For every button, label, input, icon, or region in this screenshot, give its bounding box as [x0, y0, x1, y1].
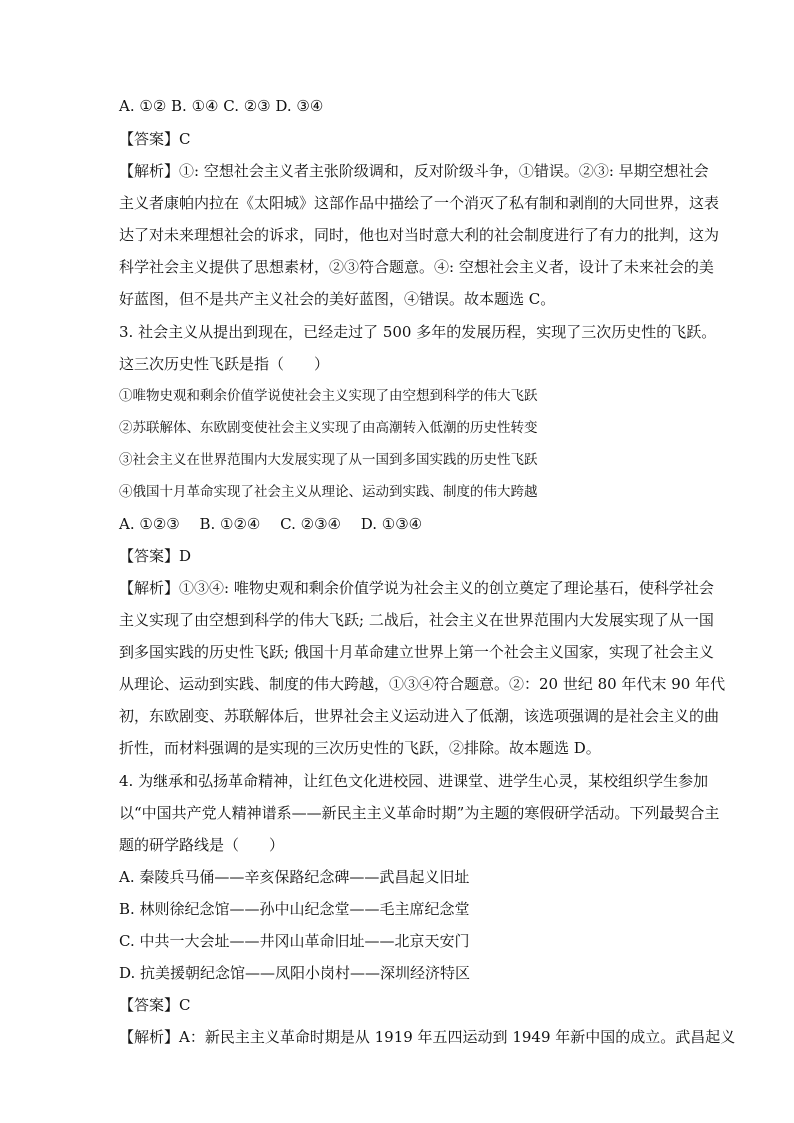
q3-answer: [119, 548, 191, 564]
text-line: 【解析】①: 空想社会主义者主张阶级调和，反对阶级斗争，①错误。②③: 早期空想社会: [119, 162, 709, 180]
text-line: 以“中国共产党人精神谱系——新民主主义革命时期”为主题的寒假研学活动。下列最契合主: [119, 804, 720, 822]
text-line: A. 秦陵兵马俑——辛亥保路纪念碑——武昌起义旧址: [119, 868, 470, 886]
q2-options: [119, 98, 323, 114]
text-line: 到多国实践的历史性飞跃; 俄国十月革命建立世界上第一个社会主义国家，实现了社会主义: [119, 643, 714, 661]
text-line: 主义实现了由空想到科学的伟大飞跃; 二战后，社会主义在世界范围内大发展实现了从一国: [119, 611, 714, 629]
q3-item-1: [119, 388, 538, 404]
q4-option-b: [119, 901, 470, 917]
text-line: ④俄国十月革命实现了社会主义从理论、运动到实践、制度的伟大跨越: [119, 484, 538, 500]
text-line: ②苏联解体、东欧剧变使社会主义实现了由高潮转入低潮的历史性转变: [119, 420, 538, 436]
q3-stem: [119, 324, 716, 372]
text-line: 科学社会主义提供了思想素材，②③符合题意。④: 空想社会主义者，设计了未来社会的美: [119, 258, 714, 276]
text-line: 题的研学路线是（ ）: [119, 836, 285, 854]
text-line: 【答案】D: [119, 547, 192, 565]
text-line: 初，东欧剧变、苏联解体后，世界社会主义运动进入了低潮，该选项强调的是社会主义的曲: [119, 707, 720, 725]
q4-option-c: [119, 933, 469, 949]
text-line: 好蓝图，但不是共产主义社会的美好蓝图，④错误。故本题选 C。: [119, 290, 556, 308]
text-line: A. ①②③ B. ①②④ C. ②③④ D. ①③④: [119, 515, 423, 533]
text-line: 4. 为继承和弘扬革命精神，让红色文化进校园、进课堂、进学生心灵，某校组织学生参加: [119, 772, 709, 790]
text-line: 【解析】A：新民主主义革命时期是从 1919 年五四运动到 1949 年新中国的成立。武昌起义: [119, 1028, 736, 1046]
q4-option-a: [119, 869, 469, 885]
q4-stem: [119, 773, 719, 853]
text-line: 【答案】C: [119, 996, 191, 1014]
text-line: ③社会主义在世界范围内大发展实现了从一国到多国实践的历史性飞跃: [119, 452, 538, 468]
text-line: 3. 社会主义从提出到现在，已经走过了 500 多年的发展历程，实现了三次历史性的飞跃。: [119, 323, 717, 341]
text-line: ①唯物史观和剩余价值学说使社会主义实现了由空想到科学的伟大飞跃: [119, 388, 538, 404]
text-line: A. ①② B. ①④ C. ②③ D. ③④: [119, 97, 324, 115]
text-line: C. 中共一大会址——井冈山革命旧址——北京天安门: [119, 932, 470, 950]
text-line: 这三次历史性飞跃是指（ ）: [119, 355, 330, 373]
q4-answer: [119, 997, 190, 1013]
text-line: D. 抗美援朝纪念馆——凤阳小岗村——深圳经济特区: [119, 964, 471, 982]
q3-item-2: [119, 420, 538, 436]
q2-analysis: [119, 163, 719, 307]
text-line: 达了对未来理想社会的诉求，同时，他也对当时意大利的社会制度进行了有力的批判，这为: [119, 226, 720, 244]
q3-item-4: [119, 484, 538, 500]
q2-answer: [119, 131, 190, 147]
text-line: 【答案】C: [119, 130, 191, 148]
text-line: 主义者康帕内拉在《太阳城》这部作品中描绘了一个消灭了私有制和剥削的大同世界，这表: [119, 194, 720, 212]
text-line: 【解析】①③④: 唯物史观和剩余价值学说为社会主义的创立奠定了理论基石，使科学社会: [119, 579, 714, 597]
text-line: 折性，而材料强调的是实现的三次历史性的飞跃，②排除。故本题选 D。: [119, 739, 601, 757]
q3-options: [119, 516, 422, 532]
text-line: 从理论、运动到实践、制度的伟大跨越，①③④符合题意。②：20 世纪 80 年代末 90 年代: [119, 675, 726, 693]
q3-item-3: [119, 452, 538, 468]
q4-option-d: [119, 965, 470, 981]
q4-analysis: [119, 1029, 735, 1045]
q3-analysis: [119, 580, 725, 756]
text-line: B. 林则徐纪念馆——孙中山纪念堂——毛主席纪念堂: [119, 900, 470, 918]
